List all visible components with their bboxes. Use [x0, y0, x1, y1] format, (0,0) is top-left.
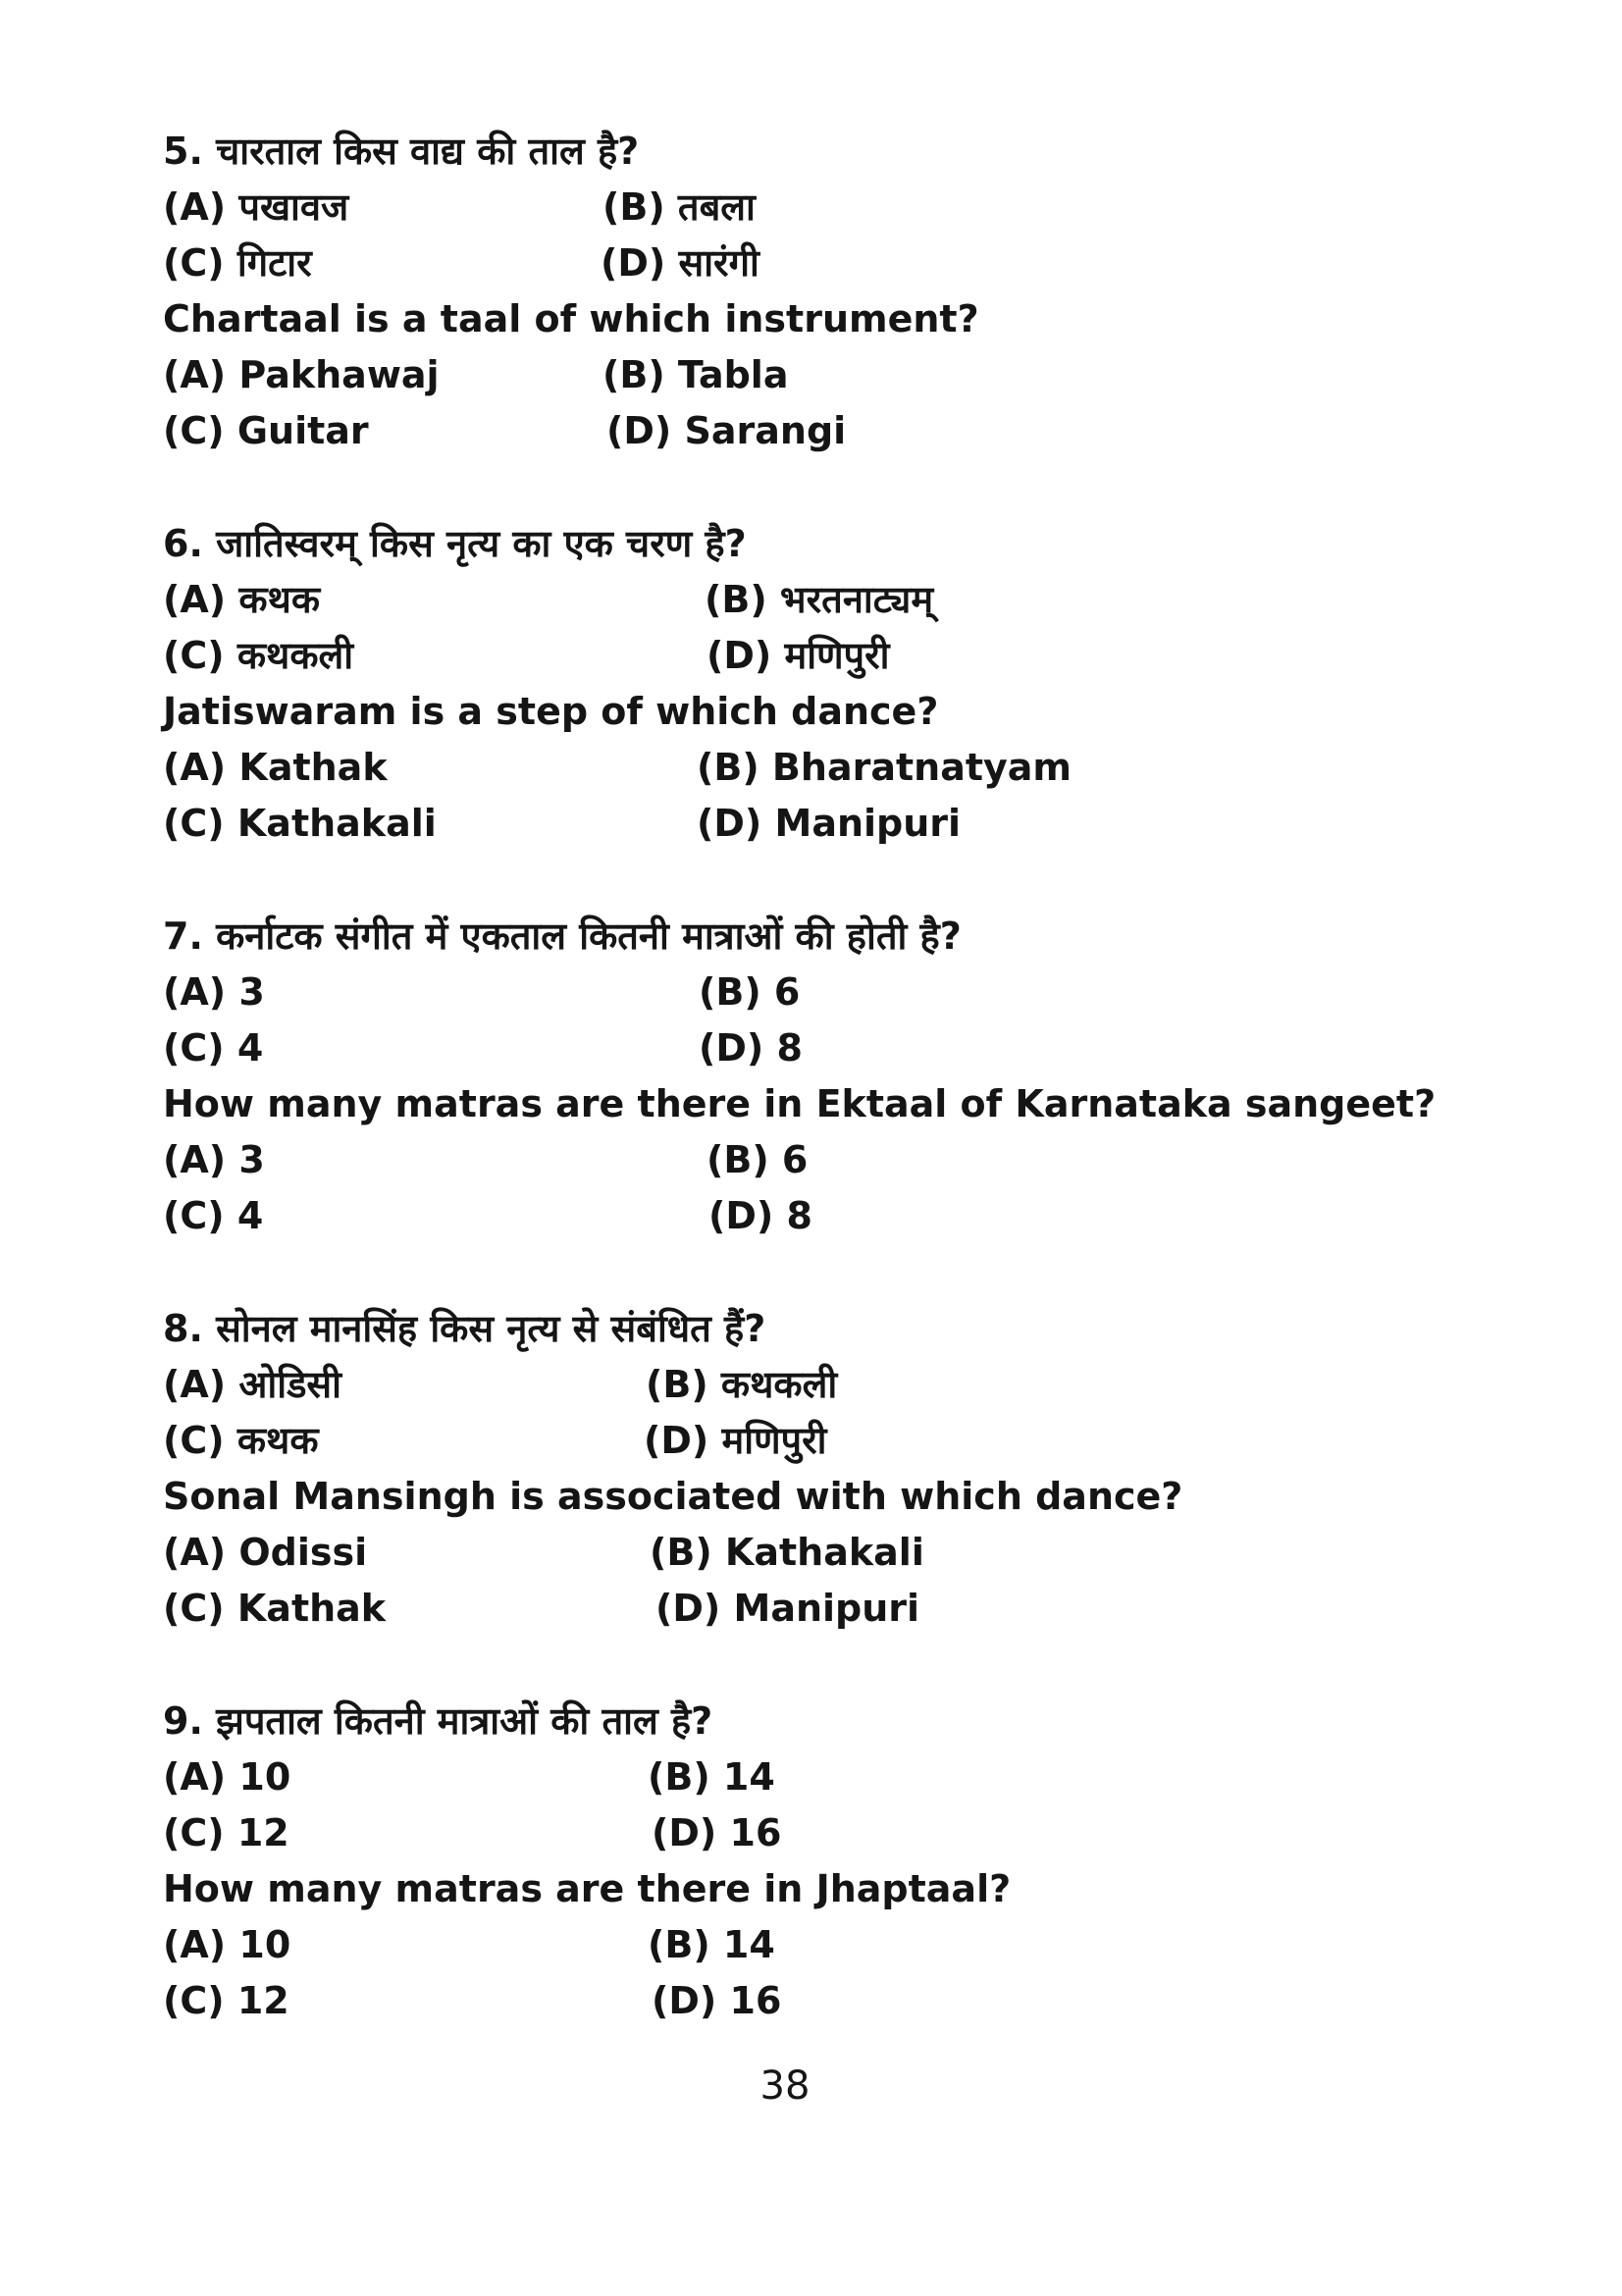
options-row — [163, 347, 1497, 403]
option-b: (B) 6 — [699, 970, 801, 1014]
options-row — [163, 235, 1497, 291]
option-b: (B) 14 — [648, 1755, 775, 1799]
option-c: (C) Kathakali — [163, 802, 437, 845]
option-d: (D) सारंगी — [601, 241, 759, 285]
option-d: (D) मणिपुरी — [644, 1419, 827, 1462]
question-7 — [163, 909, 1497, 1244]
option-c: (C) 12 — [163, 1979, 289, 2022]
option-c: (C) Guitar — [163, 409, 369, 452]
option-b: (B) Tabla — [602, 353, 789, 396]
question-9-english-text: How many matras are there in Jhaptaal? — [163, 1867, 1012, 1910]
options-row — [163, 1525, 1497, 1581]
options-row — [163, 572, 1497, 628]
option-d: (D) 8 — [708, 1194, 812, 1237]
option-a: (A) 10 — [163, 1923, 291, 1966]
option-b: (B) 14 — [648, 1923, 775, 1966]
question-9 — [163, 1694, 1497, 2029]
options-row — [163, 796, 1497, 852]
option-d: (D) Manipuri — [697, 802, 962, 845]
option-b: (B) कथकली — [646, 1363, 838, 1406]
question-8-hindi-text: 8. सोनल मानसिंह किस नृत्य से संबंधित हैं? — [163, 1307, 766, 1350]
option-a: (A) Odissi — [163, 1531, 368, 1574]
option-a: (A) कथक — [163, 578, 321, 621]
option-b: (B) Bharatnatyam — [697, 746, 1073, 789]
options-row — [163, 180, 1497, 235]
option-c: (C) Kathak — [163, 1587, 387, 1630]
question-8 — [163, 1301, 1497, 1637]
options-row — [163, 740, 1497, 796]
option-b: (B) तबला — [602, 185, 756, 229]
options-row — [163, 965, 1497, 1020]
option-c: (C) कथकली — [163, 634, 354, 677]
options-row — [163, 1749, 1497, 1805]
option-a: (A) ओडिसी — [163, 1363, 341, 1406]
page-number: 38 — [759, 2063, 811, 2109]
option-c: (C) 4 — [163, 1026, 264, 1070]
question-6-hindi-text: 6. जातिस्वरम् किस नृत्य का एक चरण है? — [163, 522, 747, 565]
options-row — [163, 1805, 1497, 1861]
options-row — [163, 1581, 1497, 1637]
options-row — [163, 1188, 1497, 1244]
question-7-english-text: How many matras are there in Ektaal of Karnataka sangeet? — [163, 1082, 1437, 1125]
options-row — [163, 1357, 1497, 1413]
option-b: (B) 6 — [706, 1138, 809, 1181]
option-d: (D) 16 — [652, 1811, 782, 1854]
option-d: (D) Sarangi — [606, 409, 847, 452]
question-6-english-text: Jatiswaram is a step of which dance? — [163, 690, 939, 733]
option-a: (A) Pakhawaj — [163, 353, 440, 396]
option-a: (A) Kathak — [163, 746, 388, 789]
option-c: (C) 4 — [163, 1194, 264, 1237]
options-row — [163, 1132, 1497, 1188]
question-9-hindi-text: 9. झपताल कितनी मात्राओं की ताल है? — [163, 1699, 713, 1743]
option-b: (B) भरतनाट्यम् — [705, 578, 934, 621]
option-d: (D) मणिपुरी — [706, 634, 890, 677]
question-5-hindi-text: 5. चारताल किस वाद्य की ताल है? — [163, 130, 640, 173]
option-b: (B) Kathakali — [650, 1531, 924, 1574]
option-a: (A) 3 — [163, 970, 265, 1014]
option-c: (C) कथक — [163, 1419, 319, 1462]
option-a: (A) 10 — [163, 1755, 291, 1799]
question-7-hindi-text: 7. कर्नाटक संगीत में एकताल कितनी मात्राओं की होती है? — [163, 914, 962, 958]
option-d: (D) 16 — [652, 1979, 782, 2022]
question-5 — [163, 124, 1497, 459]
options-row — [163, 1020, 1497, 1076]
options-row — [163, 628, 1497, 684]
options-row — [163, 403, 1497, 459]
question-6 — [163, 516, 1497, 852]
question-8-english-text: Sonal Mansingh is associated with which dance? — [163, 1475, 1183, 1518]
question-5-english-text: Chartaal is a taal of which instrument? — [163, 297, 979, 340]
option-d: (D) 8 — [699, 1026, 803, 1070]
options-row — [163, 1973, 1497, 2029]
option-a: (A) 3 — [163, 1138, 265, 1181]
option-c: (C) 12 — [163, 1811, 289, 1854]
options-row — [163, 1917, 1497, 1973]
option-a: (A) पखावज — [163, 185, 349, 229]
option-d: (D) Manipuri — [655, 1587, 920, 1630]
options-row — [163, 1413, 1497, 1469]
option-c: (C) गिटार — [163, 241, 312, 285]
